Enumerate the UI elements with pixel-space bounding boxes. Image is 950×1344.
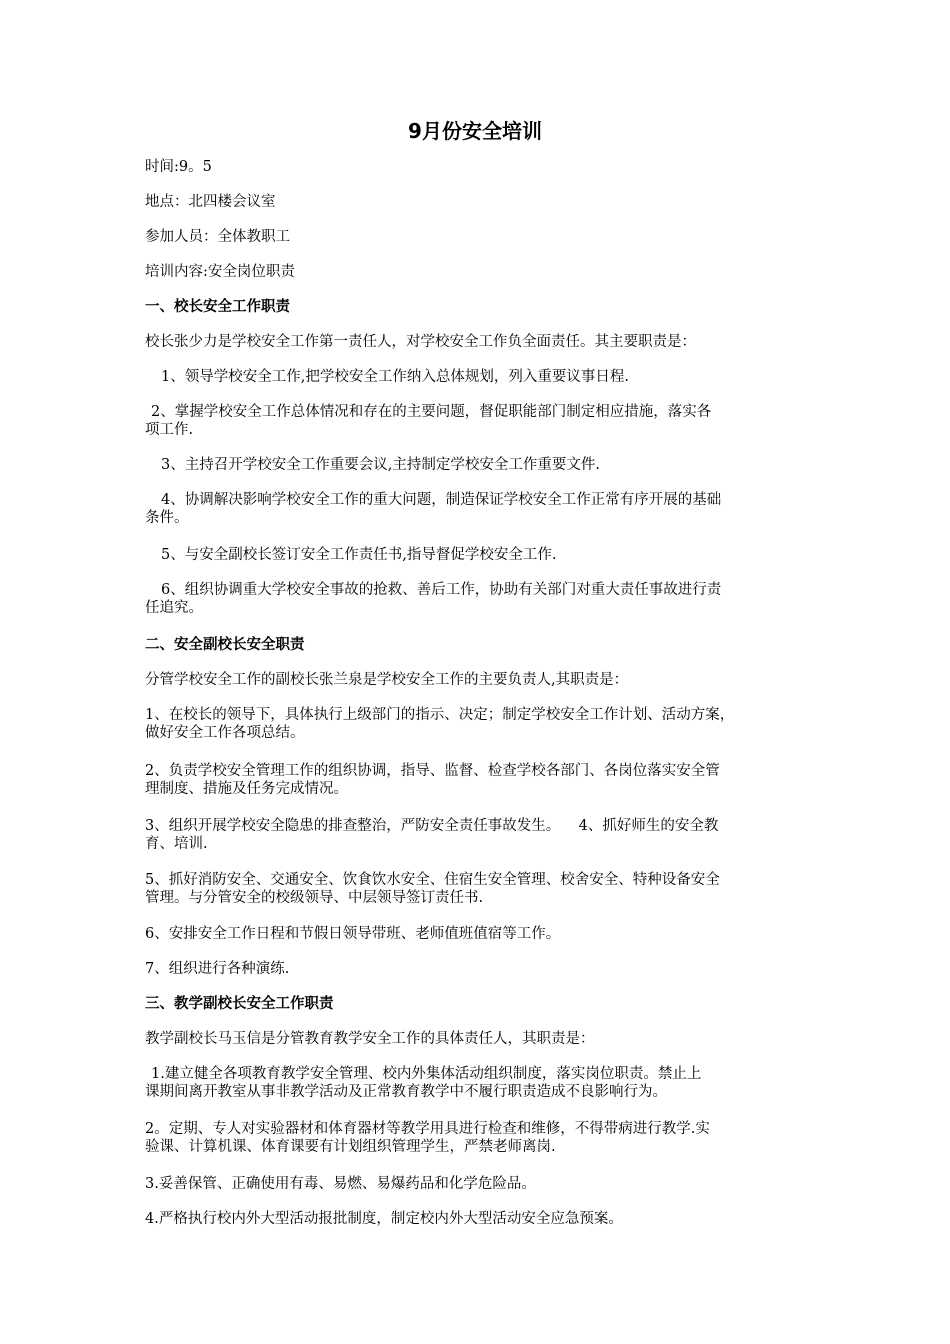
list-item-line: 验课、计算机课、体育课要有计划组织管理学生，严禁老师离岗.: [145, 1139, 556, 1155]
list-item: [145, 762, 815, 798]
list-item-line: 理制度、措施及任务完成情况。: [145, 781, 348, 797]
list-item-line: 做好安全工作各项总结。: [145, 725, 305, 741]
meta-place: 地点：北四楼会议室: [145, 194, 276, 210]
section-heading-safety-vice-principal: 二、安全副校长安全职责: [145, 637, 305, 653]
section-intro: 分管学校安全工作的副校长张兰泉是学校安全工作的主要负责人,其职责是：: [145, 672, 629, 688]
list-item: [145, 817, 815, 853]
list-item-line: 5、抓好消防安全、交通安全、饮食饮水安全、住宿生安全管理、校舍安全、特种设备安全: [145, 872, 720, 888]
list-item-line: 1、在校长的领导下，具体执行上级部门的指示、决定；制定学校安全工作计划、活动方案，: [145, 707, 735, 723]
list-item-line: 3、组织开展学校安全隐患的排查整治，严防安全责任事故发生。 4、抓好师生的安全教: [145, 818, 719, 834]
list-item: [145, 1175, 815, 1193]
list-item-line: 7、组织进行各种演练.: [145, 961, 290, 977]
list-item-line: 4.严格执行校内外大型活动报批制度，制定校内外大型活动安全应急预案。: [145, 1211, 623, 1227]
list-item-line: 任追究。: [145, 600, 203, 616]
list-item-line: 3、主持召开学校安全工作重要会议,主持制定学校安全工作重要文件.: [161, 457, 600, 473]
document-title: 9月份安全培训: [408, 119, 542, 143]
list-item: [145, 456, 815, 474]
list-item-line: 条件。: [145, 510, 189, 526]
list-item-line: 项工作.: [145, 422, 194, 438]
meta-content: 培训内容:安全岗位职责: [145, 264, 295, 280]
list-item: [145, 546, 815, 564]
section-heading-teaching-vice-principal: 三、教学副校长安全工作职责: [145, 996, 334, 1012]
section-intro: 教学副校长马玉信是分管教育教学安全工作的具体责任人，其职责是：: [145, 1031, 595, 1047]
list-item-line: 4、协调解决影响学校安全工作的重大问题，制造保证学校安全工作正常有序开展的基础: [161, 492, 722, 508]
list-item: [145, 491, 815, 527]
list-item-line: 6、组织协调重大学校安全事故的抢救、善后工作，协助有关部门对重大责任事故进行责: [161, 582, 722, 598]
list-item: [145, 871, 815, 907]
list-item: [145, 706, 815, 742]
list-item-line: 育、培训.: [145, 836, 208, 852]
meta-participants: 参加人员：全体教职工: [145, 229, 290, 245]
list-item-line: 5、与安全副校长签订安全工作责任书,指导督促学校安全工作.: [161, 547, 557, 563]
list-item-line: 6、安排安全工作日程和节假日领导带班、老师值班值宿等工作。: [145, 926, 561, 942]
list-item-line: 1.建立健全各项教育教学安全管理、校内外集体活动组织制度，落实岗位职责。禁止上: [151, 1066, 702, 1082]
meta-time: 时间:9。5: [145, 159, 212, 175]
list-item: [145, 403, 815, 439]
list-item-line: 3.妥善保管、正确使用有毒、易燃、易爆药品和化学危险品。: [145, 1176, 536, 1192]
list-item: [145, 960, 815, 978]
list-item: [145, 581, 815, 617]
section-heading-principal: 一、校长安全工作职责: [145, 299, 290, 315]
list-item-line: 2。定期、专人对实验器材和体育器材等教学用具进行检查和维修，不得带病进行教学.实: [145, 1121, 710, 1137]
list-item-line: 课期间离开教室从事非教学活动及正常教育教学中不履行职责造成不良影响行为。: [145, 1084, 667, 1100]
section-intro: 校长张少力是学校安全工作第一责任人，对学校安全工作负全面责任。其主要职责是：: [145, 334, 696, 350]
list-item: [145, 1065, 815, 1101]
list-item-line: 2、负责学校安全管理工作的组织协调，指导、监督、检查学校各部门、各岗位落实安全管: [145, 763, 720, 779]
list-item-line: 管理。与分管安全的校级领导、中层领导签订责任书.: [145, 890, 484, 906]
list-item: [145, 368, 815, 386]
list-item: [145, 925, 815, 943]
list-item: [145, 1210, 815, 1228]
list-item: [145, 1120, 815, 1156]
list-item-line: 2、掌握学校安全工作总体情况和存在的主要问题，督促职能部门制定相应措施，落实各: [151, 404, 712, 420]
list-item-line: 1、领导学校安全工作,把学校安全工作纳入总体规划，列入重要议事日程.: [161, 369, 629, 385]
